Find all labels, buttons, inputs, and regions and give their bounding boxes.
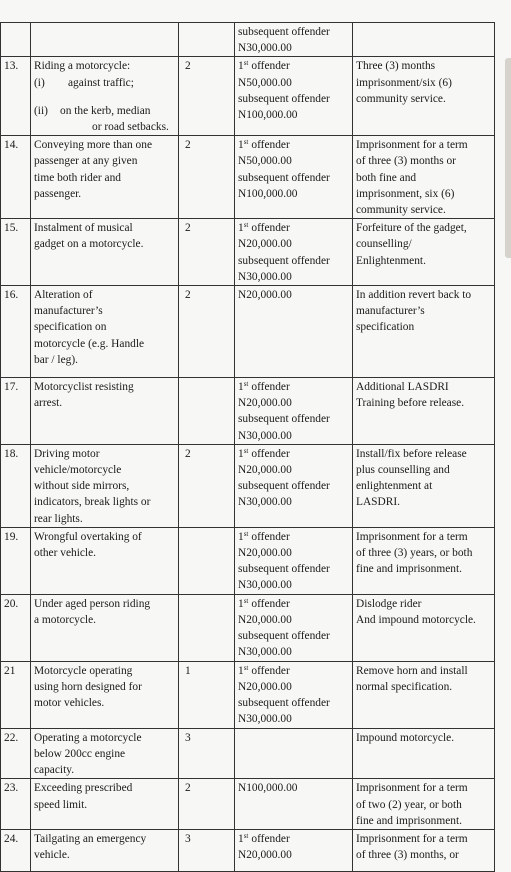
penalty-text-line: imprisonment/six (6) <box>356 76 452 89</box>
offence-number-cell <box>1 728 31 779</box>
penalty-points-cell <box>179 594 235 661</box>
offence-text-line: Tailgating an emergency <box>34 833 147 846</box>
offence-text-line: other vehicle. <box>34 547 96 560</box>
offence-description-cell <box>31 136 179 219</box>
offence-number: 16. <box>4 289 19 302</box>
offence-description-cell <box>31 728 179 779</box>
fine-text-line: subsequent offender <box>238 697 330 710</box>
fine-ordinal: 1 <box>238 447 244 460</box>
penalty-points-cell <box>179 444 235 527</box>
offence-text-line: bar / leg). <box>34 353 78 366</box>
penalty-text-line: counselling/ <box>356 238 412 251</box>
fine-ordinal-suffix: st <box>243 446 249 455</box>
penalty-text-line: of three (3) months, or <box>356 849 459 862</box>
penalty-text-line: Imprisonment for a term <box>356 530 468 543</box>
fine-cell <box>235 444 353 527</box>
offence-description-cell <box>31 444 179 527</box>
table-row <box>1 378 495 445</box>
fine-text-line: N30,000.00 <box>238 646 292 659</box>
fine-text-line: N100,000.00 <box>238 109 298 122</box>
fine-offender-label: offender <box>251 530 290 543</box>
fine-text-line: N20,000.00 <box>238 547 292 560</box>
fine-ordinal: 1 <box>238 381 244 394</box>
offence-text-line: Motorcyclist resisting <box>34 381 134 394</box>
fine-cell <box>235 728 353 779</box>
penalty-text-line: Dislodge rider <box>356 597 422 610</box>
fine-text-line: N20,000.00 <box>238 849 292 862</box>
penalty-text-line: community service. <box>356 92 446 105</box>
offence-text-line: Exceeding prescribed <box>34 782 133 795</box>
offence-number: 24. <box>4 833 19 846</box>
penalty-points-cell <box>179 830 235 872</box>
fine-text-line: N30,000.00 <box>238 429 292 442</box>
penalty-text-line: both fine and <box>356 171 417 184</box>
fine-ordinal: 1 <box>238 60 244 73</box>
table-row <box>1 219 495 286</box>
sub-item-text: on the kerb, median <box>60 104 151 117</box>
penalty-text-line: Impound motorcycle. <box>356 731 455 744</box>
penalty-text-line: Additional LASDRI <box>356 381 449 394</box>
penalty-points-cell <box>179 136 235 219</box>
fine-cell <box>235 661 353 728</box>
fine-ordinal-suffix: st <box>243 138 249 147</box>
penalty-text-line: Forfeiture of the gadget, <box>356 222 467 235</box>
fine-ordinal: 1 <box>238 833 244 846</box>
offence-text-line: Conveying more than one <box>34 139 152 152</box>
fine-text-line: N20,000.00 <box>238 464 292 477</box>
fine-text-line: N20,000.00 <box>238 397 292 410</box>
fine-text-line: subsequent offender <box>238 171 330 184</box>
offence-number-cell <box>1 219 31 286</box>
offence-number-cell <box>1 444 31 527</box>
table-row <box>1 286 495 378</box>
penalty-cell <box>353 594 495 661</box>
penalty-cell <box>353 136 495 219</box>
offence-text-line: Driving motor <box>34 447 100 460</box>
offence-text-line: speed limit. <box>34 798 88 811</box>
penalty-text-line: specification <box>356 321 415 334</box>
penalty-text-line: of three (3) months or <box>356 155 456 168</box>
fine-text-line <box>238 58 350 74</box>
fine-ordinal: 1 <box>238 139 244 152</box>
penalty-points-cell <box>179 57 235 136</box>
fine-offender-label: offender <box>251 222 290 235</box>
penalty-text-line: Remove horn and install <box>356 664 468 677</box>
penalty-text-line: And impound motorcycle. <box>356 614 476 627</box>
offence-description-cell <box>31 23 179 57</box>
penalty-text-line: Imprisonment for a term <box>356 782 468 795</box>
fine-cell <box>235 136 353 219</box>
sub-item-text: against traffic; <box>68 76 134 89</box>
offence-number: 23. <box>4 782 19 795</box>
offence-description-cell <box>31 779 179 830</box>
offence-text-line: without side mirrors, <box>34 480 130 493</box>
fine-ordinal-suffix: st <box>243 832 249 841</box>
penalty-points-cell <box>179 286 235 378</box>
offence-number-cell <box>1 136 31 219</box>
fine-text-line: subsequent offender <box>238 480 330 493</box>
penalty-points-cell <box>179 728 235 779</box>
offence-text-line: time both rider and <box>34 171 121 184</box>
fine-ordinal-suffix: st <box>243 59 249 68</box>
fine-text-line: N30,000.00 <box>238 270 292 283</box>
fine-offender-label: offender <box>251 381 290 394</box>
table-row <box>1 444 495 527</box>
fine-cell <box>235 23 353 57</box>
offence-number-cell <box>1 779 31 830</box>
fine-text-line: subsequent offender <box>238 26 330 38</box>
offence-description-cell <box>31 594 179 661</box>
offence-description-cell <box>31 57 179 136</box>
offence-text-line: specification on <box>34 321 107 334</box>
fine-text-line: subsequent offender <box>238 630 330 643</box>
penalty-cell <box>353 728 495 779</box>
fine-text-line: N20,000.00 <box>238 238 292 251</box>
offence-text-line: vehicle. <box>34 849 70 862</box>
penalty-points: 2 <box>185 447 191 460</box>
penalty-cell <box>353 830 495 872</box>
penalty-text-line: Three (3) months <box>356 60 436 73</box>
offence-number-cell <box>1 57 31 136</box>
sub-item-continuation: or road setbacks. <box>92 121 169 134</box>
offence-text-line: passenger. <box>34 187 82 200</box>
fine-text-line: N20,000.00 <box>238 681 292 694</box>
offence-text-line: arrest. <box>34 397 63 410</box>
offence-number-cell <box>1 527 31 594</box>
fine-text-line: N100,000.00 <box>238 187 298 200</box>
penalty-cell <box>353 219 495 286</box>
fine-ordinal-suffix: st <box>243 380 249 389</box>
penalty-points: 3 <box>185 731 191 744</box>
fine-cell <box>235 219 353 286</box>
offence-text-line: rear lights. <box>34 512 83 525</box>
fine-ordinal: 1 <box>238 597 244 610</box>
fine-text-line: N20,000.00 <box>238 614 292 627</box>
penalty-points: 2 <box>185 60 191 73</box>
penalty-points-cell <box>179 661 235 728</box>
offence-number-cell <box>1 23 31 57</box>
offence-text-line: Motorcycle operating <box>34 664 133 677</box>
table-row <box>1 527 495 594</box>
penalty-points-cell <box>179 23 235 57</box>
penalty-text-line: In addition revert back to <box>356 289 472 302</box>
offence-text-line: capacity. <box>34 764 75 777</box>
fine-text-line <box>238 137 350 153</box>
penalty-text-line: of two (2) year, or both <box>356 798 462 811</box>
fine-cell <box>235 594 353 661</box>
fine-text-line: N20,000.00 <box>238 289 292 302</box>
fine-offender-label: offender <box>251 597 290 610</box>
offence-number-cell <box>1 594 31 661</box>
penalty-points-cell <box>179 779 235 830</box>
offence-number: 14. <box>4 139 19 152</box>
offence-description-cell <box>31 661 179 728</box>
fine-ordinal: 1 <box>238 222 244 235</box>
penalty-text-line: plus counselling and <box>356 464 450 477</box>
fine-text-line <box>238 220 350 236</box>
penalty-text-line: Imprisonment for a term <box>356 833 468 846</box>
offence-text-line: a motorcycle. <box>34 614 96 627</box>
fine-text-line: subsequent offender <box>238 92 330 105</box>
offence-number: 15. <box>4 222 19 235</box>
offence-number: 17. <box>4 381 19 394</box>
fine-offender-label: offender <box>251 833 290 846</box>
offences-table-body <box>1 23 495 872</box>
penalty-text-line: normal specification. <box>356 681 453 694</box>
offence-description-cell <box>31 527 179 594</box>
fine-text-line: N30,000.00 <box>238 713 292 726</box>
fine-text-line <box>238 831 350 847</box>
fine-cell <box>235 378 353 445</box>
fine-text-line <box>238 663 350 679</box>
offences-table <box>0 22 495 872</box>
fine-text-line <box>238 446 350 462</box>
penalty-text-line: imprisonment, six (6) <box>356 187 455 200</box>
penalty-cell <box>353 661 495 728</box>
fine-text-line: subsequent offender <box>238 563 330 576</box>
fine-text-line: N50,000.00 <box>238 155 292 168</box>
penalty-text-line: of three (3) years, or both <box>356 547 473 560</box>
penalty-cell <box>353 378 495 445</box>
table-row <box>1 136 495 219</box>
fine-offender-label: offender <box>251 60 290 73</box>
offence-number: 13. <box>4 60 19 73</box>
fine-text-line <box>238 596 350 612</box>
fine-text-line: N30,000.00 <box>238 496 292 509</box>
fine-offender-label: offender <box>251 447 290 460</box>
penalty-text-line: fine and imprisonment. <box>356 814 462 827</box>
offence-text-line: motor vehicles. <box>34 697 105 710</box>
offence-sub-item <box>34 103 176 119</box>
offence-number-cell <box>1 378 31 445</box>
offence-number: 22. <box>4 731 19 744</box>
penalty-points-cell <box>179 527 235 594</box>
fine-text-line: N30,000.00 <box>238 579 292 592</box>
penalty-cell <box>353 57 495 136</box>
offence-text-line: using horn designed for <box>34 681 142 694</box>
scrollbar-thumb[interactable] <box>505 58 511 258</box>
penalty-points: 3 <box>185 833 191 846</box>
penalty-points: 1 <box>185 664 191 677</box>
fine-offender-label: offender <box>251 139 290 152</box>
offence-sub-item <box>34 75 176 91</box>
fine-offender-label: offender <box>251 664 290 677</box>
offence-text-line: passenger at any given <box>34 155 138 168</box>
fine-text-line: N100,000.00 <box>238 782 298 795</box>
offence-number: 18. <box>4 447 19 460</box>
penalty-text-line: Install/fix before release <box>356 447 467 460</box>
fine-cell <box>235 57 353 136</box>
fine-cell <box>235 286 353 378</box>
fine-cell <box>235 830 353 872</box>
offence-text-line: gadget on a motorcycle. <box>34 238 144 251</box>
offence-number: 20. <box>4 597 19 610</box>
sub-item-numeral: (i) <box>34 76 45 89</box>
offence-number-cell <box>1 286 31 378</box>
fine-text-line: N50,000.00 <box>238 76 292 89</box>
fine-text-line: subsequent offender <box>238 413 330 426</box>
offence-text-line: Instalment of musical <box>34 222 133 235</box>
offence-text-line: Operating a motorcycle <box>34 731 142 744</box>
penalty-text-line: enlightenment at <box>356 480 433 493</box>
fine-ordinal-suffix: st <box>243 221 249 230</box>
offence-description-cell <box>31 378 179 445</box>
offence-text-line: indicators, break lights or <box>34 496 151 509</box>
penalty-text-line: Enlightenment. <box>356 254 426 267</box>
offence-text-line: Alteration of <box>34 289 93 302</box>
fine-text-line: subsequent offender <box>238 254 330 267</box>
penalty-points: 2 <box>185 289 191 302</box>
sub-item-numeral: (ii) <box>34 104 48 117</box>
offence-description-cell <box>31 219 179 286</box>
penalty-text-line: Training before release. <box>356 397 465 410</box>
fine-text-line: N30,000.00 <box>238 42 292 55</box>
offence-title: Riding a motorcycle: <box>34 60 131 73</box>
offence-description-cell <box>31 286 179 378</box>
table-row <box>1 594 495 661</box>
penalty-cell <box>353 527 495 594</box>
penalty-text-line: LASDRI. <box>356 496 400 509</box>
offence-text-line: motorcycle (e.g. Handle <box>34 337 145 350</box>
fine-ordinal-suffix: st <box>243 596 249 605</box>
fine-ordinal: 1 <box>238 530 244 543</box>
offence-description-cell <box>31 830 179 872</box>
fine-text-line <box>238 379 350 395</box>
table-row <box>1 830 495 872</box>
offence-text-line: vehicle/motorcycle <box>34 464 122 477</box>
penalty-cell <box>353 444 495 527</box>
table-row <box>1 728 495 779</box>
penalty-text-line: manufacturer’s <box>356 305 425 318</box>
penalty-points-cell <box>179 219 235 286</box>
offence-text-line: Wrongful overtaking of <box>34 530 142 543</box>
penalty-text-line: community service. <box>356 204 446 217</box>
offence-number: 19. <box>4 530 19 543</box>
offence-number-cell <box>1 661 31 728</box>
fine-cell <box>235 779 353 830</box>
penalty-points: 2 <box>185 139 191 152</box>
offence-text-line: below 200cc engine <box>34 748 126 761</box>
table-row <box>1 23 495 57</box>
fine-cell <box>235 527 353 594</box>
offence-number: 21 <box>4 664 16 677</box>
fine-ordinal: 1 <box>238 664 244 677</box>
fine-ordinal-suffix: st <box>243 663 249 672</box>
penalty-text-line: fine and imprisonment. <box>356 563 462 576</box>
penalty-text-line: Imprisonment for a term <box>356 139 468 152</box>
offence-text-line: manufacturer’s <box>34 305 103 318</box>
table-row <box>1 661 495 728</box>
penalty-cell <box>353 286 495 378</box>
fine-text-line <box>238 529 350 545</box>
penalty-cell <box>353 23 495 57</box>
penalty-cell <box>353 779 495 830</box>
offence-text-line: Under aged person riding <box>34 597 151 610</box>
penalty-points: 2 <box>185 222 191 235</box>
table-row <box>1 57 495 136</box>
table-row <box>1 779 495 830</box>
penalty-points-cell <box>179 378 235 445</box>
penalty-points: 2 <box>185 782 191 795</box>
fine-ordinal-suffix: st <box>243 529 249 538</box>
offence-number-cell <box>1 830 31 872</box>
